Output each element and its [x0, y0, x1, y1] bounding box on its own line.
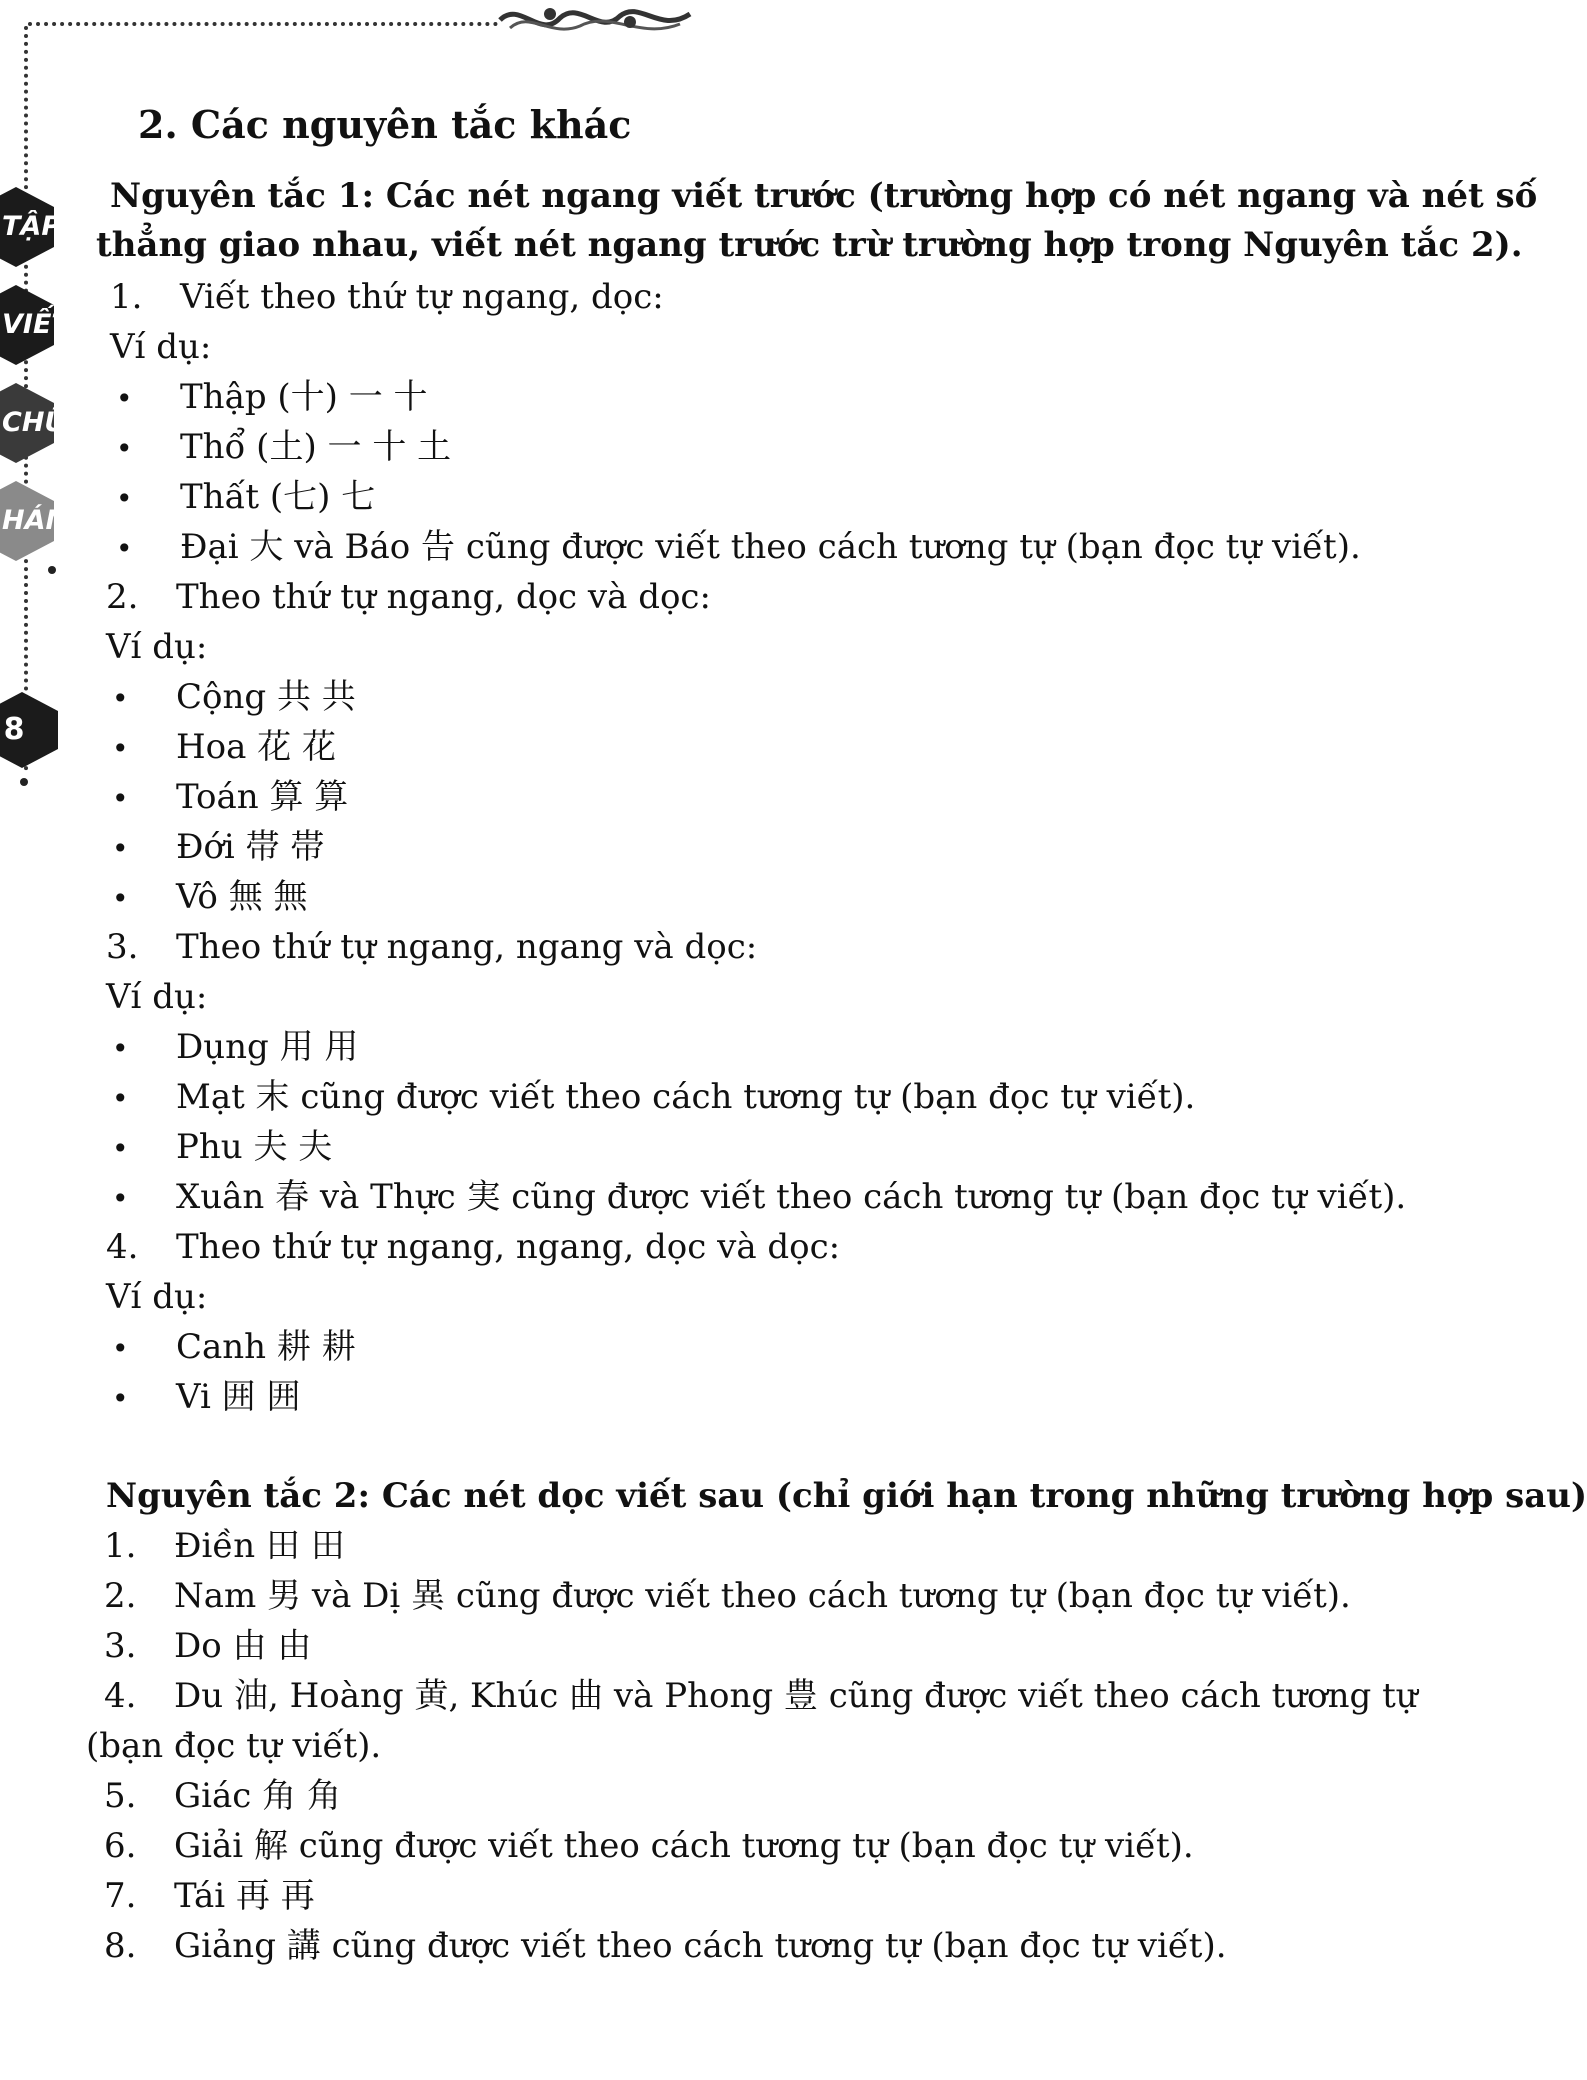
step-text: Theo thứ tự ngang, dọc và dọc: — [176, 577, 711, 617]
step-text: Giảng 講 cũng được viết theo cách tương tự (bạn đọc tự viết). — [174, 1926, 1227, 1966]
side-tab-han — [0, 479, 69, 563]
list-item-text: Canh 耕 耕 — [176, 1327, 356, 1367]
list-item-text: Mạt 末 cũng được viết theo cách tương tự (bạn đọc tự viết). — [176, 1077, 1196, 1117]
list-item-text: Vô 無 無 — [176, 877, 308, 917]
rule1-step-3 — [106, 923, 757, 972]
step-text: Điền 田 田 — [174, 1526, 345, 1566]
decorative-dot — [48, 566, 56, 574]
rule2-item — [104, 1772, 341, 1821]
side-tab-viet — [0, 283, 70, 367]
rule1-step-2 — [106, 573, 711, 622]
step-number: 1. — [110, 277, 143, 317]
step-text: Theo thứ tự ngang, ngang và dọc: — [176, 927, 758, 967]
side-tab-tap — [0, 185, 62, 269]
rule2-title: Nguyên tắc 2: Các nét dọc viết sau (chỉ giới hạn trong những trường hợp sau) — [106, 1476, 1587, 1516]
page-number: 8 — [3, 712, 25, 747]
list-item — [106, 773, 348, 823]
top-dotted-border — [28, 22, 498, 26]
side-tab-chu — [0, 381, 67, 465]
example-label: Ví dụ: — [106, 1277, 208, 1317]
step-number: 8. — [104, 1926, 137, 1966]
step-text: Giác 角 角 — [174, 1776, 341, 1816]
rule1-title-line2: thẳng giao nhau, viết nét ngang trước trừ trường hợp trong Nguyên tắc 2). — [96, 225, 1523, 265]
step-number: 3. — [106, 927, 139, 967]
list-item — [110, 423, 451, 473]
rule1-step-1 — [110, 273, 664, 322]
rule2-item — [104, 1872, 315, 1921]
step-text: Do 由 由 — [174, 1626, 312, 1666]
step-text: Theo thứ tự ngang, ngang, dọc và dọc: — [176, 1227, 841, 1267]
step-text: Viết theo thứ tự ngang, dọc: — [180, 277, 664, 317]
side-tab-label: VIẾT — [2, 309, 70, 340]
step-text: Giải 解 cũng được viết theo cách tương tự (bạn đọc tự viết). — [174, 1826, 1194, 1866]
rule2-item-continuation: (bạn đọc tự viết). — [86, 1726, 382, 1766]
rule2-item — [104, 1922, 1227, 1971]
step-number: 6. — [104, 1826, 137, 1866]
step-number: 1. — [104, 1526, 137, 1566]
section-heading: 2. Các nguyên tắc khác — [138, 102, 632, 147]
list-item — [110, 523, 1361, 573]
rule2-item — [104, 1522, 345, 1571]
step-number: 2. — [104, 1576, 137, 1616]
step-text: Tái 再 再 — [174, 1876, 315, 1916]
page-number-badge — [0, 690, 62, 770]
step-number: 4. — [104, 1676, 137, 1716]
step-text: Du 油, Hoàng 黄, Khúc 曲 và Phong 豊 cũng được viết theo cách tương tự — [174, 1676, 1418, 1716]
list-item — [106, 1173, 1406, 1223]
step-number: 5. — [104, 1776, 137, 1816]
rule2-item — [104, 1672, 1418, 1721]
list-item-text: Thổ (土) 一 十 土 — [180, 427, 452, 467]
list-item — [106, 1023, 358, 1073]
list-item — [106, 1073, 1195, 1123]
rule2-item — [104, 1622, 311, 1671]
list-item — [110, 473, 375, 523]
list-item — [106, 1123, 332, 1173]
list-item-text: Phu 夫 夫 — [176, 1127, 333, 1167]
list-item-text: Thập (十) 一 十 — [180, 377, 428, 417]
rule2-item — [104, 1822, 1194, 1871]
step-number: 7. — [104, 1876, 137, 1916]
step-number: 4. — [106, 1227, 139, 1267]
list-item-text: Vi 囲 囲 — [176, 1377, 301, 1417]
list-item-text: Cộng 共 共 — [176, 677, 356, 717]
step-text: Nam 男 và Dị 異 cũng được viết theo cách tương tự (bạn đọc tự viết). — [174, 1576, 1351, 1616]
rule1-step-4 — [106, 1223, 840, 1272]
decorative-dot — [20, 778, 28, 786]
rule1-title-line1: Nguyên tắc 1: Các nét ngang viết trước (trường hợp có nét ngang và nét số — [110, 176, 1538, 216]
step-number: 3. — [104, 1626, 137, 1666]
example-label: Ví dụ: — [106, 977, 208, 1017]
side-tab-label: HÁN — [2, 505, 69, 536]
list-item — [106, 723, 336, 773]
rule2-item — [104, 1572, 1351, 1621]
list-item — [106, 1373, 300, 1423]
side-tab-label: TẬP — [2, 211, 62, 242]
example-label: Ví dụ: — [106, 627, 208, 667]
list-item-text: Thất (七) 七 — [180, 477, 376, 517]
side-tab-label: CHỮ — [2, 407, 67, 438]
list-item-text: Hoa 花 花 — [176, 727, 337, 767]
list-item-text: Toán 算 算 — [176, 777, 349, 817]
decorative-ornament — [490, 0, 700, 40]
list-item — [106, 873, 308, 923]
example-label: Ví dụ: — [110, 327, 212, 367]
list-item-text: Xuân 春 và Thực 実 cũng được viết theo cách tương tự (bạn đọc tự viết). — [176, 1177, 1407, 1217]
list-item — [106, 673, 356, 723]
list-item-text: Đới 帯 帯 — [176, 827, 325, 867]
list-item — [106, 1323, 356, 1373]
step-number: 2. — [106, 577, 139, 617]
list-item-text: Dụng 用 用 — [176, 1027, 359, 1067]
list-item — [110, 373, 428, 423]
list-item-text: Đại 大 và Báo 告 cũng được viết theo cách tương tự (bạn đọc tự viết). — [180, 527, 1361, 567]
list-item — [106, 823, 324, 873]
